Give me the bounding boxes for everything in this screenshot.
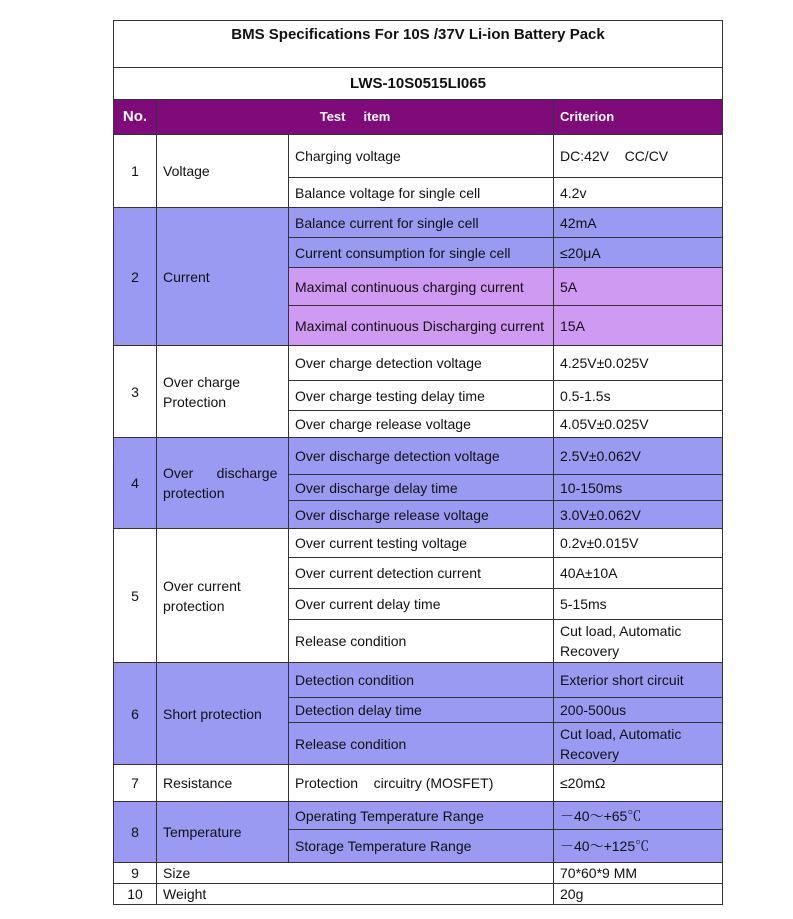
spec-sheet: [113, 20, 722, 905]
table-row: [114, 884, 723, 905]
criterion: [554, 723, 723, 765]
test-item: Over current delay time: [289, 589, 554, 620]
test-item: Balance current for single cell: [289, 208, 554, 238]
row-category: Resistance: [157, 765, 289, 802]
category-line: Over charge: [163, 373, 241, 390]
row-category: Weight: [157, 884, 554, 905]
test-item: Over charge detection voltage: [289, 346, 554, 381]
test-item: Over charge testing delay time: [289, 381, 554, 411]
header-row: [114, 100, 723, 135]
test-item: Over discharge release voltage: [289, 501, 554, 529]
criterion: 5A: [554, 268, 723, 306]
test-item: Detection delay time: [289, 698, 554, 723]
table-row: [114, 135, 723, 178]
row-category: [157, 346, 289, 438]
criterion: 15A: [554, 306, 723, 346]
criterion: －40～+125℃: [554, 830, 723, 863]
row-category: Voltage: [157, 135, 289, 208]
criterion: 3.0V±0.062V: [554, 501, 723, 529]
criterion: 0.2v±0.015V: [554, 529, 723, 558]
table-row: [114, 863, 723, 884]
criterion: －40～+65℃: [554, 802, 723, 830]
category-line: Over discharge: [163, 465, 278, 481]
test-item: Protection circuitry (MOSFET): [289, 765, 554, 802]
row-number: 2: [114, 208, 157, 346]
test-item: Over discharge delay time: [289, 475, 554, 501]
criterion-line: Cut load, Automatic: [560, 623, 682, 639]
test-item: Release condition: [289, 620, 554, 663]
test-item: Storage Temperature Range: [289, 830, 554, 863]
table-row: [114, 346, 723, 381]
test-item: Over discharge detection voltage: [289, 438, 554, 475]
test-item: Charging voltage: [289, 135, 554, 178]
criterion: 4.2v: [554, 178, 723, 208]
test-item: Over current testing voltage: [289, 529, 554, 558]
table-title: BMS Specifications For 10S /37V Li-ion Battery Pack: [114, 21, 723, 68]
test-item: Operating Temperature Range: [289, 802, 554, 830]
test-item: Over charge release voltage: [289, 411, 554, 438]
category-line: protection: [163, 485, 225, 501]
criterion: 4.25V±0.025V: [554, 346, 723, 381]
criterion: DC:42V CC/CV: [554, 135, 723, 178]
header-criterion: Criterion: [554, 100, 723, 135]
spec-table: [113, 20, 723, 905]
row-category: Current: [157, 208, 289, 346]
category-line: protection: [163, 597, 225, 614]
criterion-line: Recovery: [560, 745, 620, 762]
row-number: 7: [114, 765, 157, 802]
table-row: [114, 663, 723, 698]
criterion: 42mA: [554, 208, 723, 238]
test-item: Balance voltage for single cell: [289, 178, 554, 208]
criterion: 10-150ms: [554, 475, 723, 501]
header-test-item: Test item: [157, 100, 554, 135]
row-category: [157, 529, 289, 663]
test-item: Release condition: [289, 723, 554, 765]
table-row: [114, 438, 723, 475]
model-number: LWS-10S0515LI065: [114, 68, 723, 100]
table-row: [114, 208, 723, 238]
criterion-line: Cut load, Automatic: [560, 725, 682, 742]
test-item: Maximal continuous charging current: [289, 268, 554, 306]
criterion: 4.05V±0.025V: [554, 411, 723, 438]
criterion: 20g: [554, 884, 723, 905]
row-category: Short protection: [157, 663, 289, 765]
test-item: Maximal continuous Discharging current: [289, 306, 554, 346]
criterion: 200-500us: [554, 698, 723, 723]
row-category: [157, 438, 289, 529]
criterion: 40A±10A: [554, 558, 723, 589]
table-row: [114, 802, 723, 830]
test-item: Over current detection current: [289, 558, 554, 589]
model-row: [114, 68, 723, 100]
row-number: 6: [114, 663, 157, 765]
criterion: [554, 620, 723, 663]
row-number: 5: [114, 529, 157, 663]
criterion: 0.5-1.5s: [554, 381, 723, 411]
criterion: ≤20mΩ: [554, 765, 723, 802]
row-category: Temperature: [157, 802, 289, 863]
criterion: 2.5V±0.062V: [554, 438, 723, 475]
criterion-line: Recovery: [560, 643, 620, 659]
criterion: 5-15ms: [554, 589, 723, 620]
title-row: [114, 21, 723, 68]
criterion: 70*60*9 MM: [554, 863, 723, 884]
test-item: Detection condition: [289, 663, 554, 698]
row-number: 8: [114, 802, 157, 863]
criterion: Exterior short circuit: [554, 663, 723, 698]
row-number: 3: [114, 346, 157, 438]
row-number: 1: [114, 135, 157, 208]
category-line: Protection: [163, 393, 227, 410]
row-number: 10: [114, 884, 157, 905]
category-line: Over current: [163, 577, 241, 594]
table-row: [114, 765, 723, 802]
row-number: 9: [114, 863, 157, 884]
table-row: [114, 529, 723, 558]
row-category: Size: [157, 863, 554, 884]
test-item: Current consumption for single cell: [289, 238, 554, 268]
row-number: 4: [114, 438, 157, 529]
criterion: ≤20μA: [554, 238, 723, 268]
header-no: No.: [114, 100, 157, 135]
